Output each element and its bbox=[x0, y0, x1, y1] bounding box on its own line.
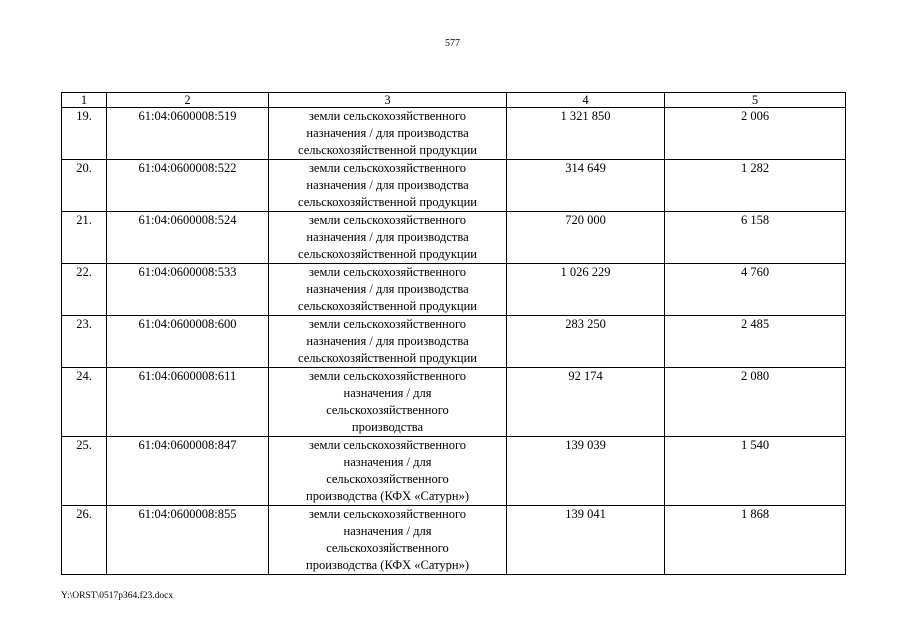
cadastral-number-cell: 61:04:0600008:847 bbox=[107, 437, 269, 506]
land-category-line: сельскохозяйственного bbox=[326, 403, 449, 417]
table-row bbox=[62, 264, 846, 316]
land-category-line: земли сельскохозяйственного bbox=[308, 213, 467, 227]
land-category-line: земли сельскохозяйственного bbox=[308, 317, 467, 331]
value-cell: 1 540 bbox=[665, 437, 846, 506]
land-category-line: производства bbox=[351, 420, 424, 434]
footer-file-path: Y:\ORST\0517p364.f23.docx bbox=[61, 591, 174, 601]
table-row bbox=[62, 108, 846, 160]
row-number-cell: 20. bbox=[62, 160, 107, 212]
column-header-1: 1 bbox=[62, 93, 107, 108]
land-category-line: назначения / для bbox=[343, 524, 432, 538]
land-category-line: назначения / для производства bbox=[306, 230, 469, 244]
land-category-line: сельскохозяйственного bbox=[326, 541, 449, 555]
land-category-line: назначения / для производства bbox=[306, 126, 469, 140]
land-category-line: земли сельскохозяйственного bbox=[308, 369, 467, 383]
land-category-line: производства (КФХ «Сатурн») bbox=[306, 489, 469, 503]
value-cell: 4 760 bbox=[665, 264, 846, 316]
land-category-line: назначения / для производства bbox=[306, 282, 469, 296]
land-category-line: сельскохозяйственной продукции bbox=[298, 143, 477, 157]
area-cell: 283 250 bbox=[507, 316, 665, 368]
row-number-cell: 22. bbox=[62, 264, 107, 316]
land-category-line: сельскохозяйственного bbox=[326, 472, 449, 486]
row-number-cell: 24. bbox=[62, 368, 107, 437]
table-row bbox=[62, 316, 846, 368]
cadastral-number-cell: 61:04:0600008:855 bbox=[107, 506, 269, 575]
land-category-line: назначения / для bbox=[343, 455, 432, 469]
land-category-cell bbox=[269, 316, 507, 368]
table-row bbox=[62, 212, 846, 264]
area-cell: 1 321 850 bbox=[507, 108, 665, 160]
table-row bbox=[62, 368, 846, 437]
row-number-cell: 26. bbox=[62, 506, 107, 575]
value-cell: 6 158 bbox=[665, 212, 846, 264]
column-header-5: 5 bbox=[665, 93, 846, 108]
land-category-line: назначения / для производства bbox=[306, 334, 469, 348]
row-number-cell: 21. bbox=[62, 212, 107, 264]
row-number-cell: 19. bbox=[62, 108, 107, 160]
column-header-4: 4 bbox=[507, 93, 665, 108]
land-category-line: земли сельскохозяйственного bbox=[308, 507, 467, 521]
land-category-line: сельскохозяйственной продукции bbox=[298, 195, 477, 209]
land-category-line: земли сельскохозяйственного bbox=[308, 109, 467, 123]
column-header-2: 2 bbox=[107, 93, 269, 108]
land-category-line: сельскохозяйственной продукции bbox=[298, 351, 477, 365]
land-category-line: производства (КФХ «Сатурн») bbox=[306, 558, 469, 572]
cadastral-number-cell: 61:04:0600008:533 bbox=[107, 264, 269, 316]
cadastral-number-cell: 61:04:0600008:524 bbox=[107, 212, 269, 264]
table-header-row bbox=[62, 93, 846, 108]
area-cell: 139 039 bbox=[507, 437, 665, 506]
area-cell: 92 174 bbox=[507, 368, 665, 437]
cadastral-number-cell: 61:04:0600008:522 bbox=[107, 160, 269, 212]
cadastral-number-cell: 61:04:0600008:600 bbox=[107, 316, 269, 368]
area-cell: 314 649 bbox=[507, 160, 665, 212]
land-category-cell bbox=[269, 264, 507, 316]
row-number-cell: 23. bbox=[62, 316, 107, 368]
land-category-line: земли сельскохозяйственного bbox=[308, 161, 467, 175]
cadastral-number-cell: 61:04:0600008:519 bbox=[107, 108, 269, 160]
land-category-line: назначения / для bbox=[343, 386, 432, 400]
land-category-cell bbox=[269, 108, 507, 160]
land-category-line: сельскохозяйственной продукции bbox=[298, 299, 477, 313]
row-number-cell: 25. bbox=[62, 437, 107, 506]
value-cell: 2 080 bbox=[665, 368, 846, 437]
land-category-line: земли сельскохозяйственного bbox=[308, 265, 467, 279]
value-cell: 2 006 bbox=[665, 108, 846, 160]
land-category-line: назначения / для производства bbox=[306, 178, 469, 192]
table-row bbox=[62, 160, 846, 212]
land-category-cell bbox=[269, 160, 507, 212]
land-category-cell bbox=[269, 437, 507, 506]
page-number: 577 bbox=[445, 38, 460, 49]
land-category-cell bbox=[269, 506, 507, 575]
land-category-cell bbox=[269, 212, 507, 264]
cadastral-number-cell: 61:04:0600008:611 bbox=[107, 368, 269, 437]
column-header-3: 3 bbox=[269, 93, 507, 108]
table-row bbox=[62, 437, 846, 506]
table-row bbox=[62, 506, 846, 575]
land-category-line: земли сельскохозяйственного bbox=[308, 438, 467, 452]
area-cell: 139 041 bbox=[507, 506, 665, 575]
land-category-line: сельскохозяйственной продукции bbox=[298, 247, 477, 261]
area-cell: 1 026 229 bbox=[507, 264, 665, 316]
value-cell: 2 485 bbox=[665, 316, 846, 368]
value-cell: 1 282 bbox=[665, 160, 846, 212]
land-category-cell bbox=[269, 368, 507, 437]
value-cell: 1 868 bbox=[665, 506, 846, 575]
area-cell: 720 000 bbox=[507, 212, 665, 264]
land-plots-table bbox=[61, 92, 846, 575]
